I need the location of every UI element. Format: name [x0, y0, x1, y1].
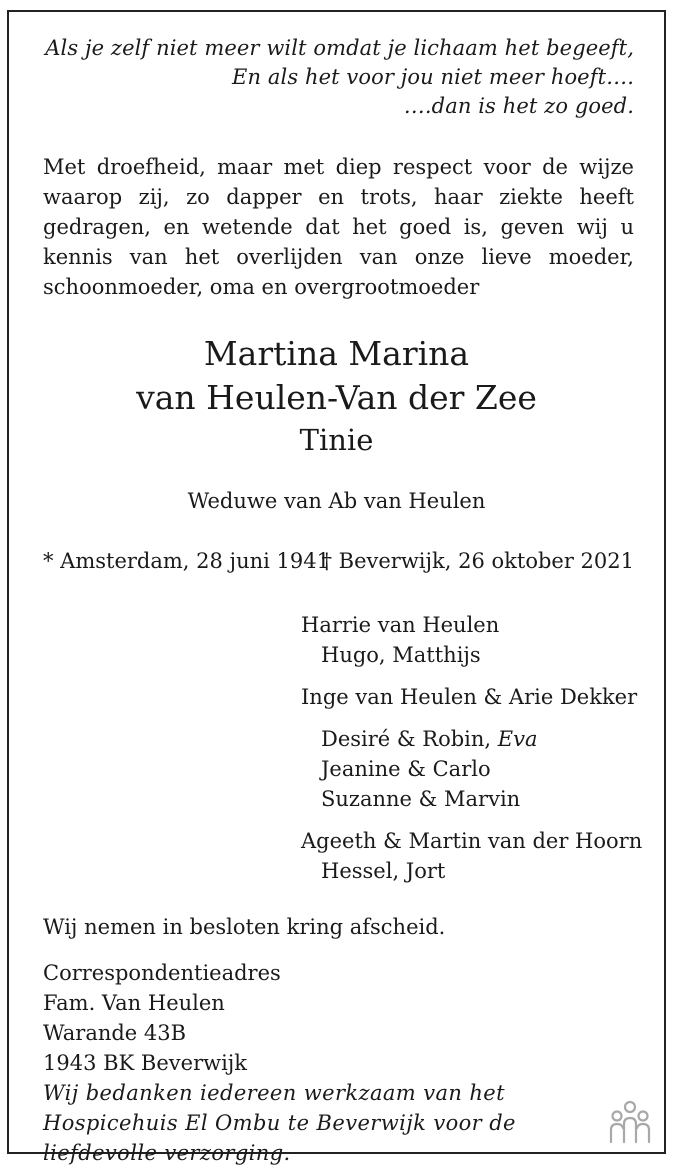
widow-of: Weduwe van Ab van Heulen [187, 489, 486, 513]
family-parent: Harrie van Heulen [301, 613, 500, 637]
poem [45, 34, 634, 121]
address-line: Correspondentieadres [43, 961, 281, 985]
poem-line: En als het voor jou niet meer hoeft…. [232, 65, 634, 89]
family-children: Hugo, Matthijs [321, 643, 481, 667]
family-list [301, 610, 642, 886]
deceased-name [9, 332, 664, 420]
deceased-name-line: van Heulen-Van der Zee [136, 378, 537, 417]
family-child-names: Desiré & Robin, [321, 727, 498, 751]
family-children: Suzanne & Marvin [321, 787, 521, 811]
intro-text: Met droefheid, maar met diep respect voor de wijze waarop zij, zo dapper en trots, haar ziekte heeft gedragen, en wetende dat het goed is, geven wij u kennis van het overlijden van onze lieve moeder, schoonmoeder, oma en overgrootmoeder [43, 155, 634, 299]
deceased-name-line: Martina Marina [203, 334, 470, 373]
birth-date: * Amsterdam, 28 juni 1941 [43, 549, 330, 573]
poem-line: Als je zelf niet meer wilt omdat je lichaam het begeeft, [45, 36, 634, 60]
death-date: † Beverwijk, 26 oktober 2021 [321, 549, 634, 573]
deceased-nickname: Tinie [299, 423, 374, 457]
family-children: Jeanine & Carlo [321, 757, 491, 781]
poem-line: ….dan is het zo goed. [403, 94, 634, 118]
family-grandchild-name: Eva [497, 727, 538, 751]
family-children [301, 724, 642, 754]
correspondence-address [43, 958, 281, 1078]
thanks-text: Wij bedanken iedereen werkzaam van het Hospicehuis El Ombu te Beverwijk voor de liefdevolle verzorging. [43, 1081, 516, 1165]
family-children: Hessel, Jort [321, 859, 446, 883]
family-parent: Inge van Heulen & Arie Dekker [301, 685, 638, 709]
address-line: Warande 43B [43, 1021, 187, 1045]
address-line: Fam. Van Heulen [43, 991, 225, 1015]
obituary-card [7, 10, 666, 1165]
family-parent: Ageeth & Martin van der Hoorn [301, 829, 643, 853]
address-line: 1943 BK Beverwijk [43, 1051, 248, 1075]
farewell-notice: Wij nemen in besloten kring afscheid. [43, 915, 446, 939]
people-group-icon [606, 1098, 654, 1144]
